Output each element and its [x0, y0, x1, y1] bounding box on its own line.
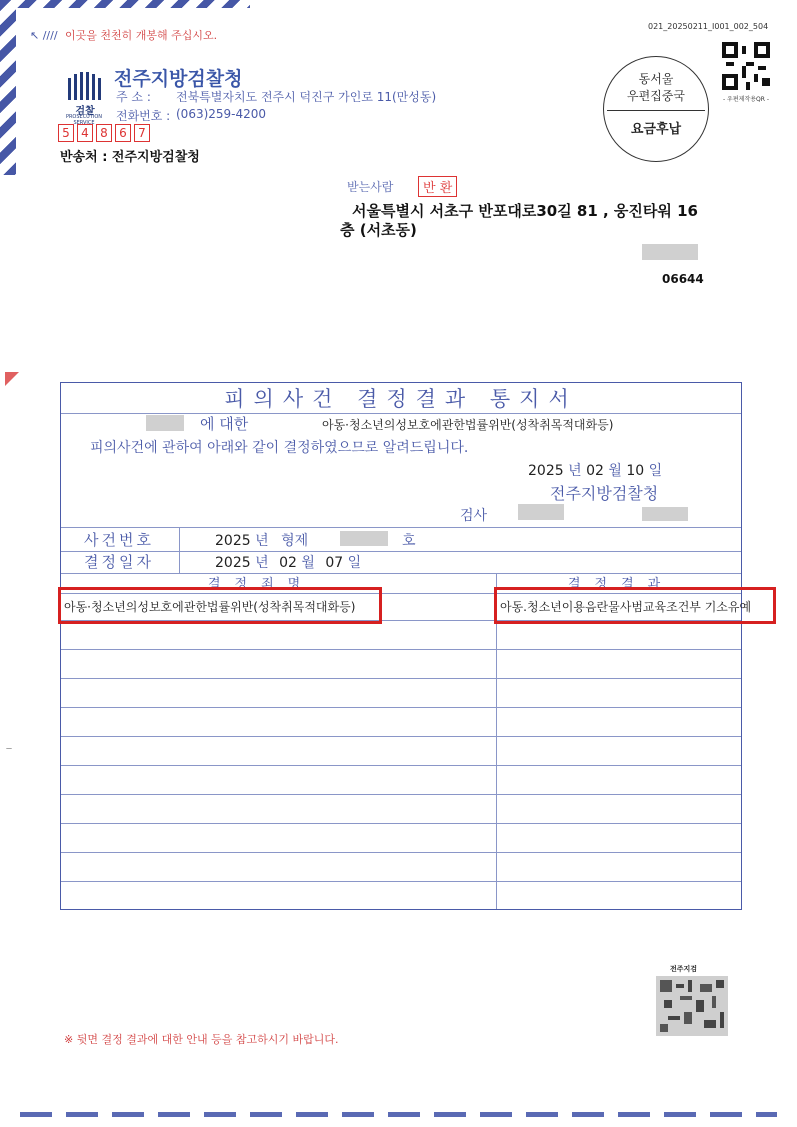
decision-year-unit: 년: [255, 555, 269, 571]
postmark-line1: 동서울: [638, 72, 674, 86]
footnote: ※ 뒷면 결정 결과에 대한 안내 등을 참고하시기 바랍니다.: [64, 1033, 339, 1046]
intro-text: 피의사건에 관하여 아래와 같이 결정하였으므로 알려드립니다.: [90, 440, 469, 456]
qr-code-icon: [656, 976, 728, 1036]
form-row-rule: [61, 852, 741, 853]
prosecution-logo-icon: [64, 72, 106, 102]
column-header-offense: 결정죄명: [208, 577, 315, 592]
form-row-rule: [61, 823, 741, 824]
recipient-address-line2: 층 (서초동): [340, 221, 417, 239]
qr-code-icon: [722, 42, 770, 90]
postmark-divider: [607, 110, 705, 111]
notice-day-unit: 일: [648, 463, 663, 479]
form-row-rule: [61, 678, 741, 679]
postmark-line3: 요금후납: [630, 122, 682, 137]
decision-month: 02: [279, 555, 297, 571]
form-row-rule: [61, 765, 741, 766]
form-label-divider: [179, 527, 180, 573]
postcode-digit: 5: [58, 124, 74, 142]
postmark-line2: 우편집중국: [627, 89, 685, 103]
form-row-rule: [61, 736, 741, 737]
notice-year-unit: 년: [568, 463, 582, 479]
postcode-digit: 7: [134, 124, 150, 142]
notice-month-unit: 월: [608, 463, 622, 479]
redacted-case-number: [340, 531, 388, 546]
redacted-prosecutor-name: [518, 504, 564, 520]
case-number: [215, 530, 308, 550]
form-row-rule: [61, 881, 741, 882]
form-row-rule: [61, 707, 741, 708]
open-notice-text: 이곳을 천천히 개봉해 주십시오.: [65, 29, 218, 42]
bottom-qr-caption: 전주지검: [670, 965, 698, 973]
logo-subtext: PROSECUTION SERVICE: [65, 114, 103, 126]
recipient-label: 받는사람: [347, 180, 394, 194]
logo-text: 검찰: [75, 106, 95, 117]
case-year-unit: 년: [255, 533, 269, 549]
recipient-name-stamp: 반 환: [418, 176, 457, 197]
redacted-recipient-name: [642, 244, 698, 260]
decision-day: 07: [325, 555, 344, 571]
regarding-offense: 아동·청소년의성보호에관한법률위반(성착취목적대화등): [322, 418, 614, 432]
return-to: 반송처 : 전주지방검찰청: [60, 150, 200, 165]
recipient-address-line1: 서울특별시 서초구 반포대로30길 81 , 웅진타워 16: [352, 202, 698, 220]
decision-date: [215, 552, 361, 572]
form-row-rule: [61, 551, 741, 552]
sender-phone-label: 전화번호 :: [116, 109, 171, 123]
postcode-digit: 6: [115, 124, 131, 142]
redacted-suspect-name: [146, 415, 184, 431]
column-header-result: 결정결과: [568, 577, 675, 592]
row-result: 아동.청소년이용음란물사범교육조건부 기소유예: [500, 600, 752, 614]
postcode-digit: 4: [77, 124, 93, 142]
notice-date: [528, 460, 662, 480]
postcode-digit: 8: [96, 124, 112, 142]
row-offense: 아동·청소년의성보호에관한법률위반(성착취목적대화등): [64, 600, 356, 614]
sender-phone: (063)259-4200: [176, 107, 267, 121]
case-type: 형제: [281, 533, 309, 549]
open-notice: [30, 27, 217, 43]
qr-caption: - 우편제작용QR -: [722, 96, 770, 103]
case-year: 2025: [215, 533, 251, 549]
envelope-arrow-icon: ↖ ////: [30, 29, 58, 42]
fold-mark: [5, 372, 19, 386]
form-title-rule: [61, 413, 741, 414]
envelope-bottom-stripe: [20, 1112, 777, 1117]
issuer-name: 전주지방검찰청: [550, 484, 659, 503]
sender-org-name: 전주지방검찰청: [114, 68, 243, 90]
decision-month-unit: 월: [301, 555, 315, 571]
case-number-label: 사건번호: [84, 531, 154, 549]
decision-year: 2025: [215, 555, 251, 571]
envelope-top-stripe: [0, 0, 250, 8]
regarding-suffix: 에 대한: [200, 415, 249, 433]
sender-address: 전북특별자치도 전주시 덕진구 가인로 11(만성동): [176, 90, 437, 104]
sender-postcode: [58, 124, 150, 142]
case-number-suffix: 호: [402, 533, 416, 549]
form-title: 피의사건 결정결과 통지서: [224, 387, 578, 411]
notice-month: 02: [586, 463, 604, 479]
form-row-rule: [61, 649, 741, 650]
prosecutor-label: 검사: [460, 508, 488, 524]
recipient-postal-code: 06644: [662, 272, 704, 286]
redacted-seal: [642, 507, 688, 521]
document-code: 021_20250211_I001_002_504: [648, 22, 769, 31]
notice-day: 10: [626, 463, 645, 479]
fold-tick: —: [6, 745, 12, 752]
notice-year: 2025: [528, 463, 564, 479]
decision-day-unit: 일: [347, 555, 362, 571]
sender-address-label: 주 소 :: [116, 90, 151, 104]
form-row-rule: [61, 794, 741, 795]
decision-date-label: 결정일자: [84, 553, 154, 571]
form-header-rule: [61, 527, 741, 528]
envelope-left-stripe: [0, 0, 16, 175]
